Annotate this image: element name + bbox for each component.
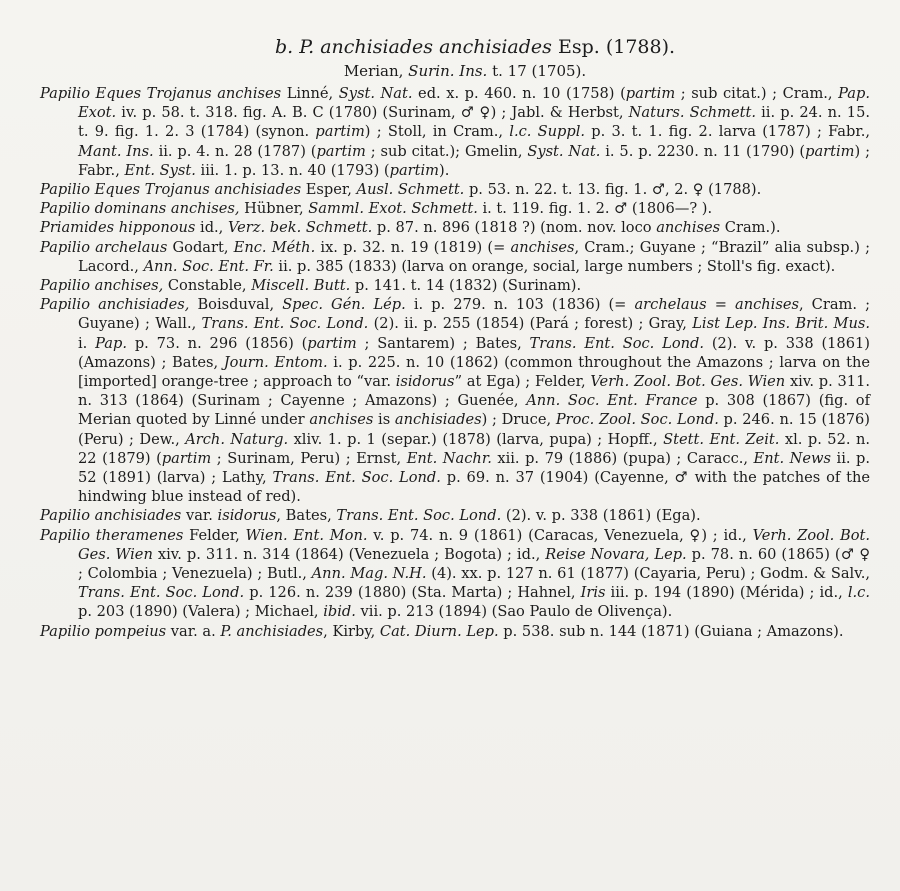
text-run: v. p. 74. n. 9 (1861) (Caracas, Venezuela, ♀) ; id.,: [367, 526, 753, 544]
italic-text: partim: [316, 142, 366, 160]
text-run: i. t. 119. fig. 1. 2. ♂ (1806—? ).: [477, 200, 713, 218]
synonymy-entry: [40, 506, 870, 525]
text-run: xl. p. 52. n. 22 (1879) (: [78, 430, 870, 467]
italic-text: partim: [307, 334, 357, 352]
ref-author: Merian,: [343, 62, 409, 80]
italic-text: Papilio anchises,: [40, 277, 164, 295]
italic-text: Ann. Mag. N.H.: [311, 565, 427, 583]
text-run: i. 5. p. 2230. n. 11 (1790) (: [600, 142, 806, 160]
text-run: vii. p. 213 (1894) (Sao Paulo de Olivença).: [355, 603, 673, 621]
text-run: var.: [181, 507, 218, 525]
italic-text: partim: [805, 142, 855, 160]
text-run: p. 141. t. 14 (1832) (Surinam).: [350, 277, 582, 295]
text-run: p. 87. n. 896 (1818 ?) (nom. nov. loco: [372, 219, 657, 237]
italic-text: Papilio pompeius: [40, 622, 167, 640]
heading-author: Esp. (1788).: [551, 36, 676, 58]
ref-work: Surin. Ins.: [408, 62, 488, 80]
text-run: p. 73. n. 296 (1856) (: [127, 334, 308, 352]
italic-text: anchisiades: [394, 411, 482, 429]
italic-text: Miscell. Butt.: [251, 277, 351, 295]
text-run: ) ; Fabr.,: [78, 142, 870, 179]
text-run: ).: [439, 161, 450, 179]
text-run: is: [373, 411, 395, 429]
italic-text: Verh. Zool. Bot. Ges. Wien: [590, 373, 786, 391]
text-run: (2). v. p. 338 (1861) (Amazons) ; Bates,: [78, 334, 870, 371]
text-run: , Bates,: [276, 507, 337, 525]
italic-text: Priamides hipponous: [40, 219, 196, 237]
text-run: ) ; Druce,: [481, 411, 556, 429]
italic-text: partim: [625, 85, 676, 102]
text-run: p. 3. t. 1. fig. 2. larva (1787) ; Fabr.,: [585, 123, 870, 141]
italic-text: anchises: [510, 238, 575, 256]
italic-text: Cat. Diurn. Lep.: [379, 622, 499, 640]
italic-text: archelaus: [634, 296, 707, 314]
italic-text: Syst. Nat.: [527, 142, 601, 160]
text-run: ed. x. p. 460. n. 10 (1758) (: [412, 85, 626, 102]
text-run: (2). ii. p. 255 (1854) (Pará ; forest) ; Gray,: [368, 315, 693, 333]
text-run: ix. p. 32. n. 19 (1819) (=: [315, 238, 511, 256]
ref-detail: t. 17 (1705).: [487, 62, 587, 80]
italic-text: Ent. Syst.: [124, 161, 196, 179]
italic-text: Wien. Ent. Mon.: [245, 526, 368, 544]
italic-text: Trans. Ent. Soc. Lond.: [529, 334, 704, 352]
synonymy-entry: [40, 218, 870, 237]
text-run: , Cram. ; Guyane) ; Wall.,: [78, 296, 870, 333]
text-run: ii. p. 385 (1833) (larva on orange, social, large numbers ; Stoll's fig. exact).: [273, 257, 836, 275]
italic-text: anchises: [309, 411, 374, 429]
synonymy-entry: [40, 84, 870, 180]
text-run: Cram.).: [720, 219, 781, 237]
text-run: p. 246. n. 15 (1876) (Peru) ; Dew.,: [78, 411, 870, 448]
italic-text: Trans. Ent. Soc. Lond.: [201, 315, 369, 333]
text-run: (2). v. p. 338 (1861) (Ega).: [501, 507, 701, 525]
text-run: ; sub citat.); Gmelin,: [365, 142, 528, 160]
synonymy-entry: [40, 238, 870, 276]
text-run: p. 308 (1867) (fig. of Merian quoted by Linné under: [78, 392, 870, 429]
italic-text: Papilio Eques Trojanus anchisiades: [40, 181, 302, 199]
italic-text: Verh. Zool. Bot. Ges. Wien: [78, 526, 871, 563]
italic-text: isidorus: [395, 373, 455, 391]
text-run: ii. p. 24. n. 15. t. 9. fig. 1. 2. 3 (1784) (synon.: [78, 104, 871, 141]
italic-text: anchises: [735, 296, 799, 314]
italic-text: Reise Novara, Lep.: [545, 545, 687, 563]
italic-text: Syst. Nat.: [338, 85, 413, 102]
text-run: i. p. 279. n. 103 (1836) (=: [405, 296, 635, 314]
italic-text: Ausl. Schmett.: [356, 181, 465, 199]
italic-text: Enc. Méth.: [233, 238, 316, 256]
italic-text: Pap.: [95, 334, 127, 352]
italic-text: isidorus: [217, 507, 277, 525]
text-run: i.: [78, 334, 96, 352]
text-run: Felder,: [183, 526, 246, 544]
text-run: p. 53. n. 22. t. 13. fig. 1. ♂, 2. ♀ (1788).: [464, 181, 762, 199]
text-run: xii. p. 79 (1886) (pupa) ; Caracc.,: [491, 449, 754, 467]
text-run: ” at Ega) ; Felder,: [454, 373, 591, 391]
italic-text: Iris: [580, 584, 606, 602]
synonymy-entry: [40, 199, 870, 218]
text-run: xiv. p. 311. n. 313 (1864) (Surinam ; Cayenne ; Amazons) ; Guenée,: [78, 373, 871, 410]
text-run: ) ; Stoll, in Cram.,: [364, 123, 510, 141]
italic-text: Trans. Ent. Soc. Lond.: [272, 469, 441, 487]
italic-text: Ent. News: [753, 449, 832, 467]
italic-text: Journ. Entom.: [223, 353, 328, 371]
synonymy-entry: [40, 622, 870, 641]
text-run: ; Surinam, Peru) ; Ernst,: [211, 449, 407, 467]
text-run: p. 203 (1890) (Valera) ; Michael,: [78, 603, 324, 621]
text-run: ii. p. 52 (1891) (larva) ; Lathy,: [78, 449, 871, 487]
italic-text: partim: [315, 123, 365, 141]
italic-text: P. anchisiades: [220, 622, 324, 640]
italic-text: Verz. bek. Schmett.: [227, 219, 373, 237]
text-run: iii. 1. p. 13. n. 40 (1793) (: [195, 161, 390, 179]
text-run: ; Santarem) ; Bates,: [356, 334, 530, 352]
italic-text: Proc. Zool. Soc. Lond.: [555, 411, 719, 429]
italic-text: ibid.: [323, 603, 356, 621]
text-run: Linné,: [281, 85, 339, 102]
italic-text: Mant. Ins.: [78, 142, 154, 160]
text-run: (4). xx. p. 127 n. 61 (1877) (Cayaria, Peru) ; Godm. & Salv.,: [426, 565, 870, 583]
italic-text: partim: [161, 449, 212, 467]
italic-text: Papilio dominans anchises,: [40, 200, 240, 218]
italic-text: Ann. Soc. Ent. France: [526, 392, 698, 410]
italic-text: Trans. Ent. Soc. Lond.: [336, 507, 502, 525]
text-run: =: [706, 296, 735, 314]
italic-text: Trans. Ent. Soc. Lond.: [78, 584, 245, 602]
text-run: p. 78. n. 60 (1865) (♂ ♀ ; Colombia ; Venezuela) ; Butl.,: [78, 545, 870, 583]
first-reference: [60, 60, 870, 82]
synonymy-entry: [40, 276, 870, 295]
italic-text: Samml. Exot. Schmett.: [308, 200, 478, 218]
text-run: Hübner,: [239, 200, 309, 218]
italic-text: Papilio anchisiades: [40, 507, 182, 525]
text-run: p. 538. sub n. 144 (1871) (Guiana ; Amazons).: [498, 622, 844, 640]
text-run: iv. p. 58. t. 318. fig. A. B. C (1780) (Surinam, ♂ ♀) ; Jabl. & Herbst,: [116, 104, 629, 122]
italic-text: l.c.: [847, 584, 870, 602]
italic-text: partim: [389, 161, 439, 179]
text-run: , Kirby,: [323, 622, 380, 640]
text-run: iii. p. 194 (1890) (Mérida) ; id.,: [605, 584, 848, 602]
italic-text: l.c. Suppl.: [509, 123, 586, 141]
text-run: id.,: [195, 219, 228, 237]
section-heading: [80, 34, 870, 60]
synonymy-entry: [40, 295, 870, 506]
text-run: , Cram.; Guyane ; “Brazil” alia subsp.) ; Lacord.,: [78, 238, 870, 275]
text-run: xliv. 1. p. 1 (separ.) (1878) (larva, pupa) ; Hopff.,: [288, 430, 664, 448]
text-run: ii. p. 4. n. 28 (1787) (: [153, 142, 317, 160]
italic-text: Ent. Nachr.: [406, 449, 492, 467]
italic-text: Stett. Ent. Zeit.: [663, 430, 780, 448]
text-run: p. 69. n. 37 (1904) (Cayenne, ♂ with the patches of the hindwing blue instead of red).: [78, 469, 870, 506]
italic-text: List Lep. Ins. Brit. Mus.: [692, 315, 870, 333]
italic-text: Papilio anchisiades,: [40, 296, 190, 314]
synonymy-list: [40, 84, 870, 641]
italic-text: Pap. Exot.: [78, 85, 870, 122]
text-run: p. 126. n. 239 (1880) (Sta. Marta) ; Hahnel,: [244, 584, 581, 602]
italic-text: Papilio Eques Trojanus anchises: [40, 85, 282, 102]
text-run: Godart,: [167, 238, 234, 256]
synonymy-entry: [40, 180, 870, 199]
text-run: xiv. p. 311. n. 314 (1864) (Venezuela ; Bogota) ; id.,: [152, 545, 546, 563]
italic-text: Ann. Soc. Ent. Fr.: [143, 257, 274, 275]
italic-text: Arch. Naturg.: [185, 430, 289, 448]
italic-text: Spec. Gén. Lép.: [282, 296, 406, 314]
heading-taxon: b. P. anchisiades anchisiades: [274, 36, 552, 58]
italic-text: Naturs. Schmett.: [628, 104, 757, 122]
text-run: Constable,: [163, 277, 252, 295]
text-run: ; sub citat.) ; Cram.,: [675, 85, 839, 102]
text-run: Boisduval,: [189, 296, 283, 314]
italic-text: Papilio archelaus: [40, 238, 168, 256]
italic-text: Papilio theramenes: [40, 526, 184, 544]
text-run: var. a.: [166, 622, 221, 640]
italic-text: anchises: [656, 219, 721, 237]
synonymy-entry: [40, 526, 870, 622]
text-run: i. p. 225. n. 10 (1862) (common throughout the Amazons ; larva on the [imported] orange-tree ; approach to “var.: [78, 353, 870, 391]
text-run: Esper,: [301, 181, 357, 199]
